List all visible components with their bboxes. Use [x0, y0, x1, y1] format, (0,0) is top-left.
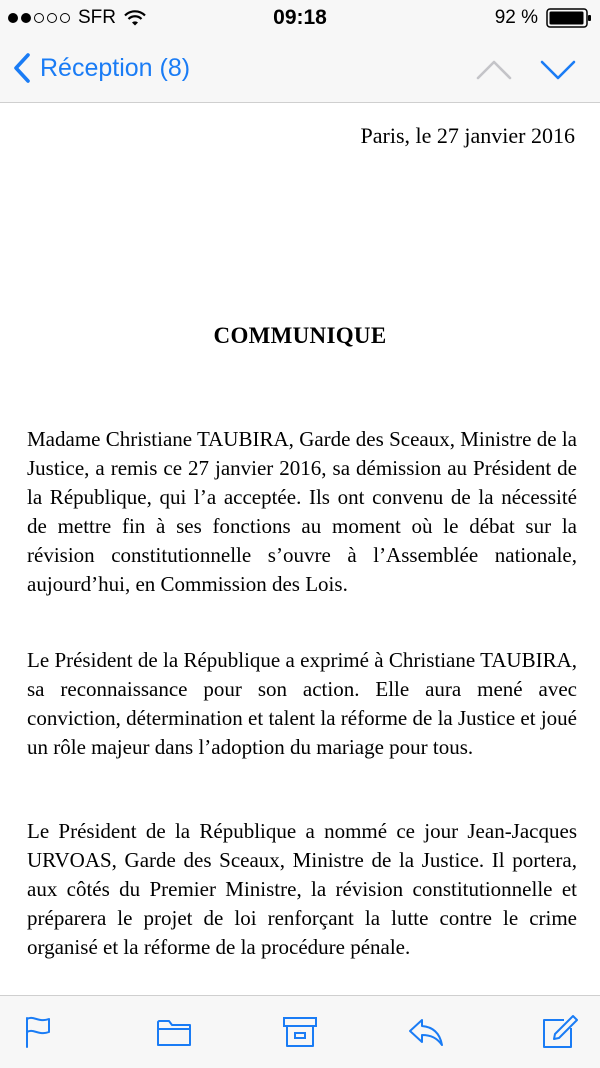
compose-icon — [540, 1014, 580, 1050]
folder-icon — [154, 1014, 194, 1050]
status-bar — [0, 0, 600, 36]
date-line: Paris, le 27 janvier 2016 — [360, 123, 575, 148]
back-label: Réception (8) — [40, 53, 191, 82]
carrier-name: SFR — [78, 7, 116, 28]
next-message-button[interactable] — [538, 54, 578, 84]
archive-button[interactable] — [280, 1014, 320, 1050]
document-title: COMMUNIQUE — [213, 323, 387, 348]
navigation-bar — [0, 36, 600, 103]
battery-percentage: 92 % — [494, 7, 538, 28]
paragraph-2: Le Président de la République a exprimé à Christiane TAUBIRA, sa reconnaissance pour son action. Elle aura mené avec conviction, détermination et talent la réforme de la Justice et joué un rôle majeur dans l’adoption du mariage pour tous. — [27, 648, 577, 759]
chevron-down-icon — [538, 54, 578, 84]
compose-button[interactable] — [540, 1014, 580, 1050]
status-right — [495, 8, 592, 28]
message-body — [0, 103, 600, 995]
paragraph-3: Le Président de la République a nommé ce jour Jean-Jacques URVOAS, Garde des Sceaux, Ministre de la Justice. Il portera, aux côtés du Premier Ministre, la révision constitutionnelle et préparera le projet de loi renforçant la lutte contre le crime organisé et la réforme de la procédure pénale. — [27, 819, 577, 959]
reply-button[interactable] — [406, 1014, 446, 1050]
flag-button[interactable] — [18, 1014, 58, 1050]
paragraph-1: Madame Christiane TAUBIRA, Garde des Sceaux, Ministre de la Justice, a remis ce 27 janvier 2016, sa démission au Président de la République, qui l’a acceptée. Ils ont convenu de la nécessité de mettre fin à ses fonctions au moment où le débat sur la révision constitutionnelle s’ouvre à l’Assemblée nationale, aujourd’hui, en Commission des Lois. — [27, 427, 577, 596]
flag-icon — [18, 1014, 58, 1050]
previous-message-button[interactable] — [474, 54, 514, 84]
back-button[interactable] — [12, 48, 190, 88]
bottom-toolbar — [0, 995, 600, 1068]
chevron-up-icon — [474, 54, 514, 84]
move-to-folder-button[interactable] — [154, 1014, 194, 1050]
status-time: 09:18 — [273, 6, 327, 29]
battery-icon — [546, 8, 592, 28]
reply-icon — [406, 1014, 446, 1050]
archive-icon — [280, 1014, 320, 1050]
chevron-left-icon — [12, 52, 32, 84]
